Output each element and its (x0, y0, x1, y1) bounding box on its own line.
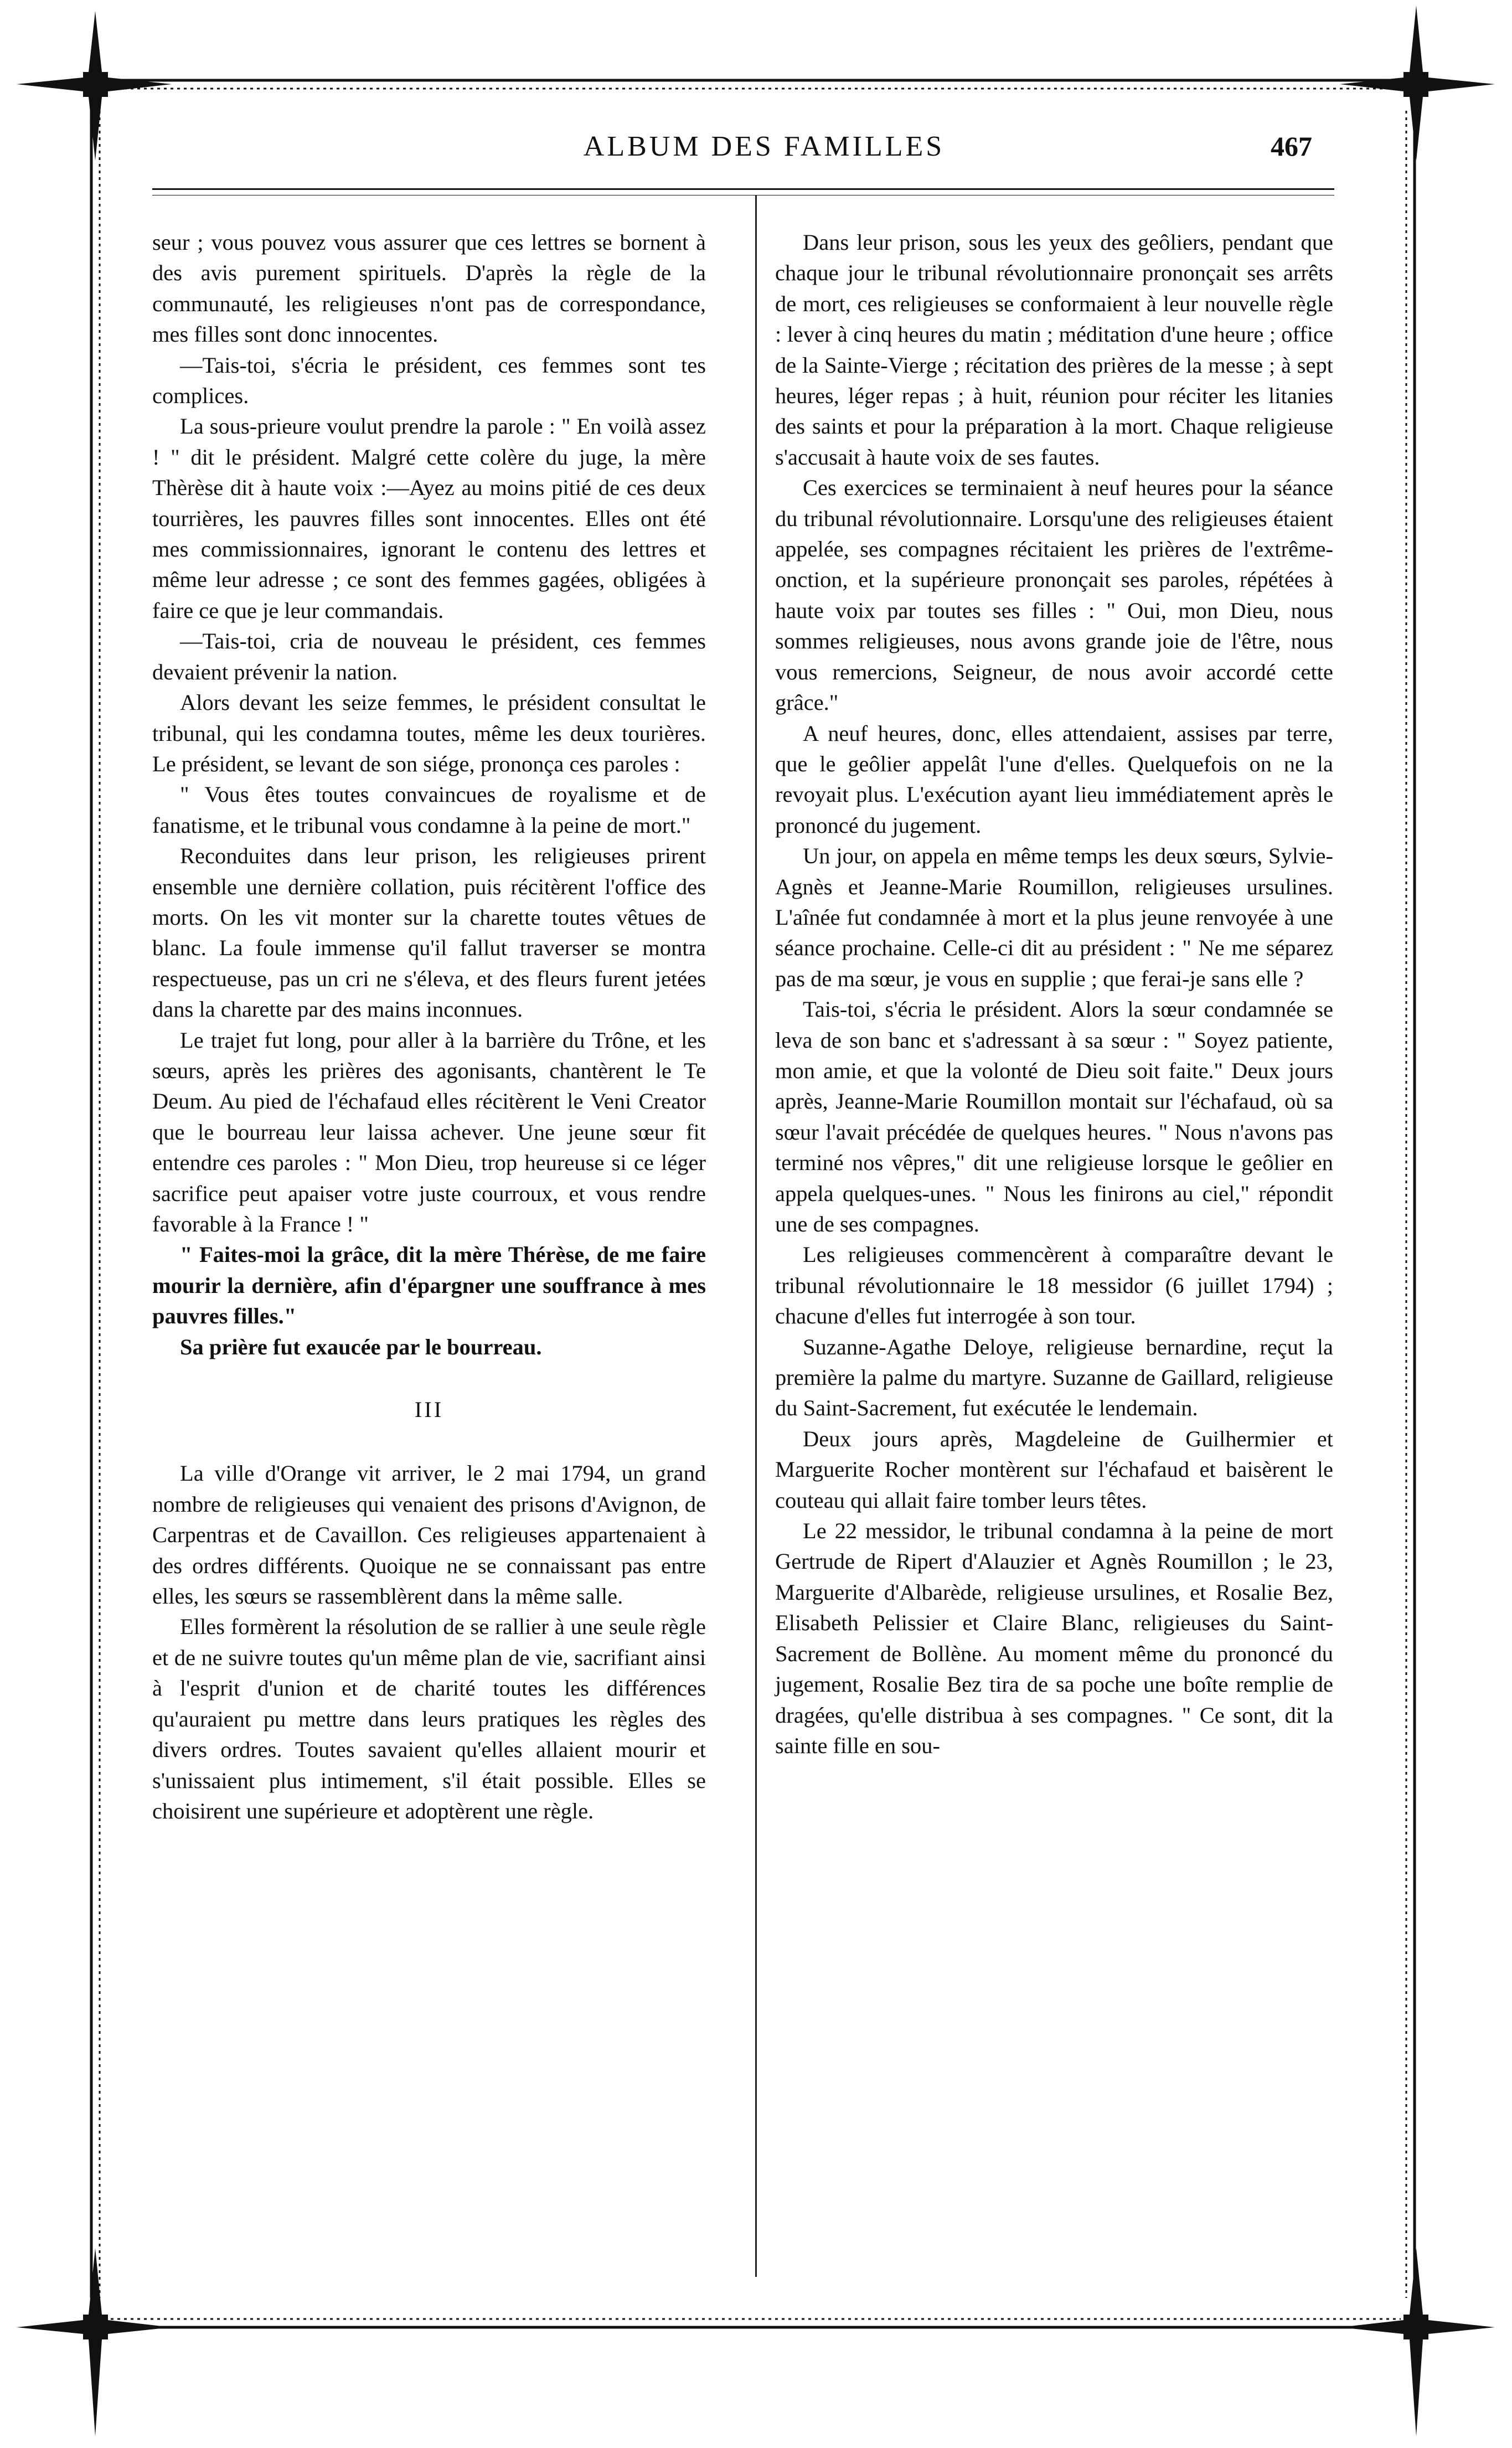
paragraph: " Vous êtes toutes convaincues de royalisme et de fanatisme, et le tribunal vous condamne à la peine de mort." (152, 782, 706, 838)
paragraph: Reconduites dans leur prison, les religieuses prirent ensemble une dernière collation, puis récitèrent l'office des morts. On les vit monter sur la charette toutes vêtues de blanc. La foule immense qu'il fallut traverser se montra respectueuse, pas un cri ne s'éleva, et des fleurs furent jetées dans la charette par des mains inconnues. (152, 843, 706, 1022)
corner-ornament-top-left (17, 11, 172, 161)
paragraph: Elles formèrent la résolution de se rallier à une seule règle et de ne suivre toutes qu'un même plan de vie, sacrifiant ainsi à l'esprit d'union et de charité toutes les différences qu'auraient pu mettre dans leurs pratiques les règles des divers ordres. Toutes savaient qu'elles allaient mourir et s'unissaient plus intimement, s'il était possible. Elles se choisirent une supérieure et adoptèrent une règle. (152, 1614, 706, 1823)
paragraph: seur ; vous pouvez vous assurer que ces lettres se bornent à des avis purement spirituels. D'après la règle de la communauté, les religieuses n'ont pas de correspondance, mes filles sont donc innocentes. (152, 230, 706, 347)
paragraph: Le 22 messidor, le tribunal condamna à la peine de mort Gertrude de Ripert d'Alauzier et Agnès Roumillon ; le 23, Marguerite d'Albarède, religieuse ursulines, et Rosalie Bez, Elisabeth Pelissier et Claire Blanc, religieuses du Saint-Sacrement de Bollène. Au moment même du prononcé du jugement, Rosalie Bez tira de sa poche une boîte remplie de dragées, qu'elle distribua à ses compagnes. " Ce sont, dit la sainte fille en sou- (775, 1518, 1333, 1758)
paragraph: Ces exercices se terminaient à neuf heures pour la séance du tribunal révolutionnaire. Lorsqu'une des religieuses étaient appelée, ses compagnes récitaient les prières de l'extrême-onction, et la supérieure prononçait ses paroles, répétées à haute voix par toutes ses filles : " Oui, mon Dieu, nous sommes religieuses, nous avons grande joie de l'être, nous vous remercions, Seigneur, de nous avoir accordé cette grâce." (775, 475, 1333, 715)
paragraph: Dans leur prison, sous les yeux des geôliers, pendant que chaque jour le tribunal révolutionnaire prononçait ses arrêts de mort, ces religieuses se conformaient à leur nouvelle règle : lever à cinq heures du matin ; méditation d'une heure ; office de la Sainte-Vierge ; récitation des prières de la messe ; à sept heures, léger repas ; à huit, réunion pour réciter les litanies des saints et pour la préparation à la mort. Chaque religieuse s'accusait à haute voix de ses fautes. (775, 230, 1333, 470)
paragraph: Alors devant les seize femmes, le président consultat le tribunal, qui les condamna toutes, même les deux tourières. Le président, se levant de son siége, prononça ces paroles : (152, 690, 706, 776)
paragraph: Deux jours après, Magdeleine de Guilhermier et Marguerite Rocher montèrent sur l'échafaud et baisèrent le couteau qui allait faire tomber leurs têtes. (775, 1426, 1333, 1513)
paragraph: —Tais-toi, s'écria le président, ces femmes sont tes complices. (152, 352, 706, 409)
paragraph: La ville d'Orange vit arriver, le 2 mai 1794, un grand nombre de religieuses qui venaient des prisons d'Avignon, de Carpentras et de Cavaillon. Ces religieuses appartenaient à des ordres différents. Quoique ne se connaissant pas entre elles, les sœurs se rassemblèrent dans la même salle. (152, 1461, 706, 1609)
paragraph: Un jour, on appela en même temps les deux sœurs, Sylvie-Agnès et Jeanne-Marie Roumillon, religieuses ursulines. L'aînée fut condamnée à mort et la plus jeune renvoyée à une séance prochaine. Celle-ci dit au président : " Ne me séparez pas de ma sœur, je vous en supplie ; que ferai-je sans elle ? (775, 843, 1333, 991)
corner-ornament-bottom-left (17, 2248, 172, 2436)
running-head: ALBUM DES FAMILLES (583, 131, 945, 162)
paragraph: A neuf heures, donc, elles attendaient, assises par terre, que le geôlier appelât l'une d'elles. Quelquefois on ne la revoyait plus. L'exécution ayant lieu immédiatement après le prononcé du jugement. (775, 720, 1333, 838)
column-divider (755, 195, 757, 2277)
paragraph: " Faites-moi la grâce, dit la mère Thérèse, de me faire mourir la dernière, afin d'épargner une souffrance à mes pauvres filles." (152, 1242, 706, 1329)
paragraph: Les religieuses commencèrent à comparaître devant le tribunal révolutionnaire le 18 messidor (6 juillet 1794) ; chacune d'elles fut interrogée à son tour. (775, 1242, 1333, 1329)
paragraph: Sa prière fut exaucée par le bourreau. (180, 1334, 542, 1359)
paragraph: Suzanne-Agathe Deloye, religieuse bernardine, reçut la première la palme du martyre. Suzanne de Gaillard, religieuse du Saint-Sacrement, fut exécutée le lendemain. (775, 1334, 1333, 1421)
corner-ornament-bottom-right (1340, 2248, 1495, 2436)
section-heading: III (414, 1397, 444, 1423)
page-number: 467 (1271, 131, 1312, 162)
header-rule (152, 188, 1334, 190)
right-column (775, 227, 1333, 1761)
paragraph: La sous-prieure voulut prendre la parole : " En voilà assez ! " dit le président. Malgré cette colère du juge, la mère Thèrèse dit à haute voix :—Ayez au moins pitié de ces deux tourrières, les pauvres filles sont innocentes. Elles ont été mes commissionnaires, ignorant le contenu des lettres et même leur adresse ; ce sont des femmes gagées, obligées à faire ce que je leur commandais. (152, 414, 706, 623)
left-column (152, 227, 706, 1826)
paragraph: —Tais-toi, cria de nouveau le président, ces femmes devaient prévenir la nation. (152, 628, 706, 684)
paragraph: Tais-toi, s'écria le président. Alors la sœur condamnée se leva de son banc et s'adressant à sa sœur : " Soyez patiente, mon amie, et que la volonté de Dieu soit faite." Deux jours après, Jeanne-Marie Roumillon montait sur l'échafaud, où sa sœur l'avait précédée de quelques heures. " Nous n'avons pas terminé nos vêpres," dit une religieuse lorsque le geôlier en appela quelques-unes. " Nous les finirons au ciel," répondit une de ses compagnes. (775, 997, 1333, 1236)
paragraph: Le trajet fut long, pour aller à la barrière du Trône, et les sœurs, après les prières des agonisants, chantèrent le Te Deum. Au pied de l'échafaud elles récitèrent le Veni Creator que le bourreau leur laissa achever. Une jeune sœur fit entendre ces paroles : " Mon Dieu, trop heureuse si ce léger sacrifice peut apaiser votre juste courroux, et vous rendre favorable à la France ! " (152, 1027, 706, 1236)
corner-ornament-top-right (1340, 6, 1495, 161)
